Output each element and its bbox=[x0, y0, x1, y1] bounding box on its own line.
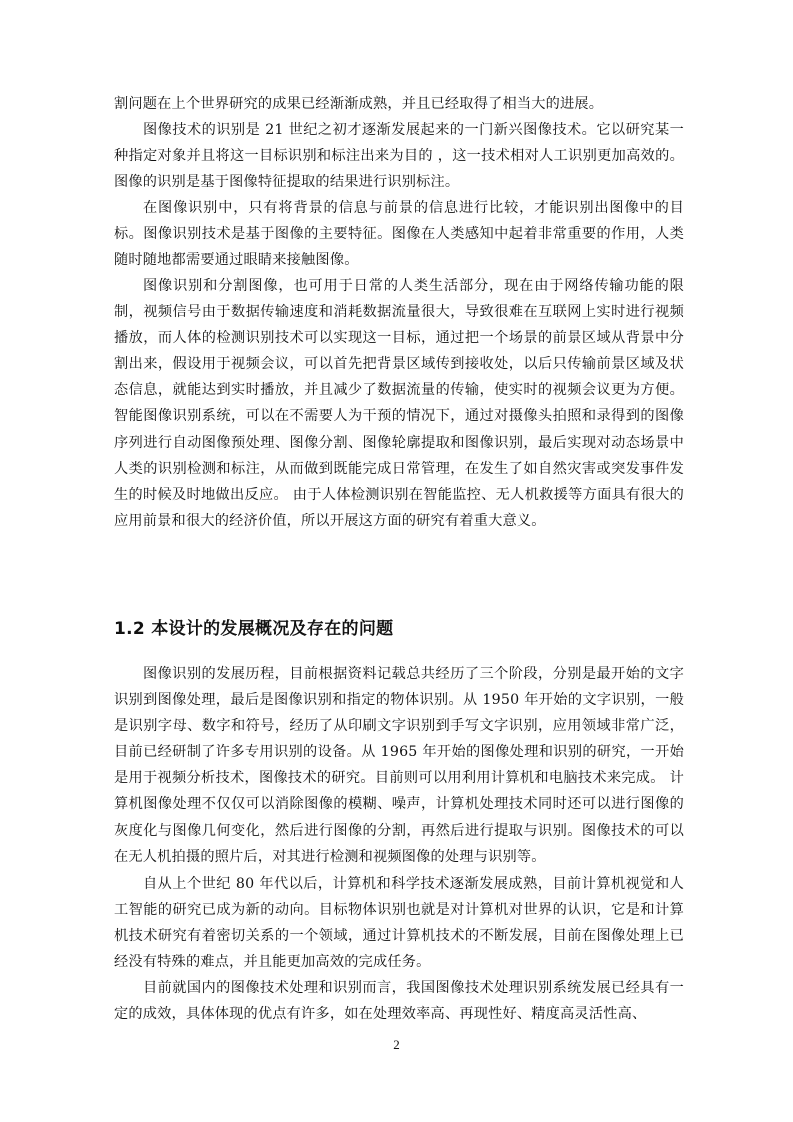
paragraph-applications: 图像识别和分割图像，也可用于日常的人类生活部分，现在由于网络传输功能的限制，视频信号由于数据传输速度和消耗数据流量很大，导致很难在互联网上实时进行视频播放，而人体的检测识别技术可以实现这一目标，通过把一个场景的前景区域从背景中分割出来，假设用于视频会议，可以首先把背景区域传到接收处，以后只传输前景区域及状态信息，就能达到实时播放，并且减少了数据流量的传输，使实时的视频会议更为方便。智能图像识别系统，可以在不需要人为干预的情况下，通过对摄像头拍照和录得到的图像序列进行自动图像预处理、图像分割、图像轮廓提取和图像识别，最后实现对动态场景中人类的识别检测和标注，从而做到既能完成日常管理，在发生了如自然灾害或突发事件发生的时候及时地做出反应。 由于人体检测识别在智能监控、无人机救援等方面具有很大的应用前景和很大的经济价值，所以开展这方面的研究有着重大意义。 bbox=[114, 278, 684, 529]
paragraph-background-foreground: 在图像识别中，只有将背景的信息与前景的信息进行比较，才能识别出图像中的目标。图像识别技术是基于图像的主要特征。图像在人类感知中起着非常重要的作用，人类随时随地都需要通过眼睛来接触图像。 bbox=[114, 200, 684, 269]
page-number: 2 bbox=[393, 1037, 400, 1052]
paragraph-domestic-status: 目前就国内的图像技术处理和识别而言，我国图像技术处理识别系统发展已经具有一定的成效，具体体现的优点有许多，如在处理效率高、再现性好、精度高灵活性高、 bbox=[114, 980, 684, 1023]
section-heading: 1.2 本设计的发展概况及存在的问题 bbox=[114, 619, 394, 639]
paragraph-computer-vision: 自从上个世纪 80 年代以后，计算机和科学技术逐渐发展成熟，目前计算机视觉和人工智能的研究已成为新的动向。目标物体识别也就是对计算机对世界的认识，它是和计算机技术研究有着密切关系的一个领域，通过计算机技术的不断发展，目前在图像处理上已经没有特殊的难点，并且能更加高效的完成任务。 bbox=[114, 876, 684, 971]
paragraph-image-recognition-intro: 图像技术的识别是 21 世纪之初才逐渐发展起来的一门新兴图像技术。它以研究某一种指定对象并且将这一目标识别和标注出来为目的 ，这一技术相对人工识别更加高效的。图像的识别是基于图像特征提取的结果进行识别标注。 bbox=[114, 122, 684, 191]
paragraph-development-history: 图像识别的发展历程，目前根据资料记载总共经历了三个阶段，分别是最开始的文字识别到图像处理，最后是图像识别和指定的物体识别。从 1950 年开始的文字识别，一般是识别字母、数字和符号，经历了从印刷文字识别到手写文字识别，应用领域非常广泛，目前已经研制了许多专用识别的设备。从 1965 年开始的图像处理和识别的研究，一开始是用于视频分析技术，图像技术的研究。目前则可以用利用计算机和电脑技术来完成。 计算机图像处理不仅仅可以消除图像的模糊、噪声，计算机处理技术同时还可以进行图像的灰度化与图像几何变化，然后进行图像的分割，再然后进行提取与识别。图像技术的可以在无人机拍摄的照片后，对其进行检测和视频图像的处理与识别等。 bbox=[114, 666, 684, 865]
paragraph-continuation: 割问题在上个世界研究的成果已经渐渐成熟，并且已经取得了相当大的进展。 bbox=[114, 96, 604, 112]
